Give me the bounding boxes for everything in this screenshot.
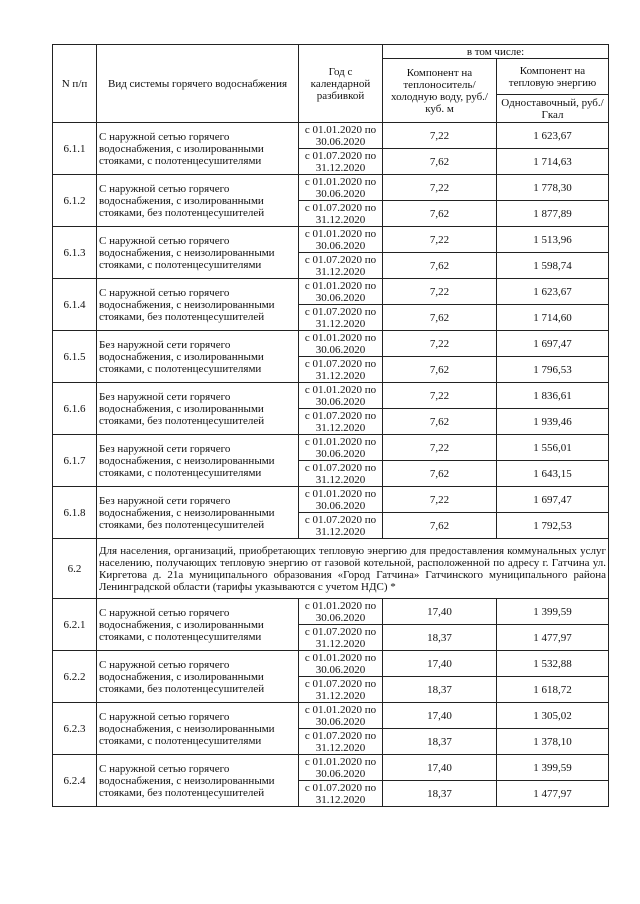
row-water-rate: 7,62 — [383, 513, 497, 539]
row-system-type: С наружной сетью горячего водоснабжения, с изолированными стояками, без полотенцесушителей — [97, 651, 299, 703]
row-water-rate: 7,22 — [383, 227, 497, 253]
table-row — [53, 435, 609, 461]
table-header — [53, 45, 609, 123]
row-water-rate: 7,22 — [383, 383, 497, 409]
row-system-type: С наружной сетью горячего водоснабжения, с изолированными стояками, без полотенцесушителей — [97, 175, 299, 227]
row-heat-rate: 1 836,61 — [497, 383, 609, 409]
table-row — [53, 331, 609, 357]
row-heat-rate: 1 778,30 — [497, 175, 609, 201]
row-water-rate: 7,22 — [383, 487, 497, 513]
row-system-type: Без наружной сети горячего водоснабжения, с неизолированными стояками, с полотенцесушителями — [97, 435, 299, 487]
table-row — [53, 279, 609, 305]
row-period: с 01.01.2020 по 30.06.2020 — [299, 755, 383, 781]
row-water-rate: 7,62 — [383, 149, 497, 175]
row-period: с 01.01.2020 по 30.06.2020 — [299, 227, 383, 253]
row-period: с 01.07.2020 по 31.12.2020 — [299, 781, 383, 807]
row-system-type: С наружной сетью горячего водоснабжения, с неизолированными стояками, с полотенцесушителями — [97, 703, 299, 755]
row-heat-rate: 1 378,10 — [497, 729, 609, 755]
row-system-type: С наружной сетью горячего водоснабжения, с неизолированными стояками, с полотенцесушителями — [97, 227, 299, 279]
row-number: 6.1.1 — [53, 123, 97, 175]
row-heat-rate: 1 532,88 — [497, 651, 609, 677]
row-period: с 01.01.2020 по 30.06.2020 — [299, 123, 383, 149]
row-period: с 01.01.2020 по 30.06.2020 — [299, 599, 383, 625]
row-number: 6.2.2 — [53, 651, 97, 703]
table-body-section-header — [53, 539, 609, 599]
table-row — [53, 755, 609, 781]
row-number: 6.1.2 — [53, 175, 97, 227]
row-period: с 01.07.2020 по 31.12.2020 — [299, 461, 383, 487]
row-period: с 01.01.2020 по 30.06.2020 — [299, 175, 383, 201]
row-water-rate: 7,22 — [383, 435, 497, 461]
row-number: 6.1.5 — [53, 331, 97, 383]
table-body-section-2 — [53, 599, 609, 807]
row-period: с 01.01.2020 по 30.06.2020 — [299, 651, 383, 677]
row-water-rate: 7,62 — [383, 409, 497, 435]
row-heat-rate: 1 796,53 — [497, 357, 609, 383]
row-number: 6.1.6 — [53, 383, 97, 435]
row-system-type: С наружной сетью горячего водоснабжения, с неизолированными стояками, без полотенцесушителей — [97, 755, 299, 807]
table-row — [53, 651, 609, 677]
header-num: N п/п — [53, 45, 97, 123]
row-heat-rate: 1 399,59 — [497, 755, 609, 781]
row-period: с 01.07.2020 по 31.12.2020 — [299, 253, 383, 279]
row-heat-rate: 1 513,96 — [497, 227, 609, 253]
row-heat-rate: 1 618,72 — [497, 677, 609, 703]
row-heat-rate: 1 399,59 — [497, 599, 609, 625]
row-system-type: С наружной сетью горячего водоснабжения, с изолированными стояками, с полотенцесушителями — [97, 599, 299, 651]
table-row — [53, 227, 609, 253]
row-heat-rate: 1 623,67 — [497, 123, 609, 149]
row-heat-rate: 1 697,47 — [497, 487, 609, 513]
table-row — [53, 487, 609, 513]
row-heat-rate: 1 305,02 — [497, 703, 609, 729]
row-water-rate: 7,62 — [383, 201, 497, 227]
row-period: с 01.01.2020 по 30.06.2020 — [299, 435, 383, 461]
row-system-type: С наружной сетью горячего водоснабжения, с неизолированными стояками, без полотенцесушителей — [97, 279, 299, 331]
row-period: с 01.07.2020 по 31.12.2020 — [299, 357, 383, 383]
row-heat-rate: 1 598,74 — [497, 253, 609, 279]
row-system-type: Без наружной сети горячего водоснабжения, с изолированными стояками, без полотенцесушителей — [97, 383, 299, 435]
row-water-rate: 7,62 — [383, 253, 497, 279]
row-period: с 01.07.2020 по 31.12.2020 — [299, 625, 383, 651]
row-system-type: Без наружной сети горячего водоснабжения, с изолированными стояками, с полотенцесушителями — [97, 331, 299, 383]
row-water-rate: 7,62 — [383, 305, 497, 331]
table-row — [53, 599, 609, 625]
row-system-type: Без наружной сети горячего водоснабжения, с неизолированными стояками, без полотенцесушителей — [97, 487, 299, 539]
row-water-rate: 18,37 — [383, 781, 497, 807]
row-number: 6.2.3 — [53, 703, 97, 755]
section-num: 6.2 — [53, 539, 97, 599]
table-row — [53, 175, 609, 201]
header-type: Вид системы горячего водоснабжения — [97, 45, 299, 123]
header-comp-heat: Компонент на тепловую энергию — [497, 59, 609, 95]
row-period: с 01.07.2020 по 31.12.2020 — [299, 677, 383, 703]
row-heat-rate: 1 877,89 — [497, 201, 609, 227]
row-number: 6.2.4 — [53, 755, 97, 807]
row-period: с 01.01.2020 по 30.06.2020 — [299, 703, 383, 729]
row-heat-rate: 1 714,63 — [497, 149, 609, 175]
row-water-rate: 18,37 — [383, 677, 497, 703]
header-comp-water: Компонент на теплоноситель/ холодную воду, руб./куб. м — [383, 59, 497, 123]
row-heat-rate: 1 792,53 — [497, 513, 609, 539]
row-number: 6.1.4 — [53, 279, 97, 331]
row-water-rate: 17,40 — [383, 703, 497, 729]
row-water-rate: 7,22 — [383, 279, 497, 305]
row-number: 6.1.7 — [53, 435, 97, 487]
table-row — [53, 123, 609, 149]
row-heat-rate: 1 714,60 — [497, 305, 609, 331]
table-row — [53, 383, 609, 409]
row-heat-rate: 1 623,67 — [497, 279, 609, 305]
row-period: с 01.07.2020 по 31.12.2020 — [299, 409, 383, 435]
row-heat-rate: 1 556,01 — [497, 435, 609, 461]
table-row — [53, 703, 609, 729]
row-period: с 01.07.2020 по 31.12.2020 — [299, 513, 383, 539]
row-number: 6.1.8 — [53, 487, 97, 539]
row-period: с 01.01.2020 по 30.06.2020 — [299, 331, 383, 357]
row-water-rate: 7,62 — [383, 461, 497, 487]
row-water-rate: 7,22 — [383, 123, 497, 149]
row-period: с 01.01.2020 по 30.06.2020 — [299, 383, 383, 409]
row-heat-rate: 1 643,15 — [497, 461, 609, 487]
row-period: с 01.01.2020 по 30.06.2020 — [299, 487, 383, 513]
row-water-rate: 18,37 — [383, 625, 497, 651]
table-body-section-1 — [53, 123, 609, 539]
row-water-rate: 17,40 — [383, 599, 497, 625]
row-water-rate: 18,37 — [383, 729, 497, 755]
row-heat-rate: 1 477,97 — [497, 781, 609, 807]
row-water-rate: 7,62 — [383, 357, 497, 383]
row-period: с 01.07.2020 по 31.12.2020 — [299, 729, 383, 755]
row-water-rate: 17,40 — [383, 651, 497, 677]
row-system-type: С наружной сетью горячего водоснабжения, с изолированными стояками, с полотенцесушителями — [97, 123, 299, 175]
header-including: в том числе: — [383, 45, 609, 59]
row-heat-rate: 1 477,97 — [497, 625, 609, 651]
row-period: с 01.07.2020 по 31.12.2020 — [299, 201, 383, 227]
row-heat-rate: 1 697,47 — [497, 331, 609, 357]
row-period: с 01.07.2020 по 31.12.2020 — [299, 305, 383, 331]
section-text: Для населения, организаций, приобретающих тепловую энергию для предоставления коммунальных услуг населению, получающих тепловую энергию от газовой котельной, расположенной по адресу г. Гатчина ул. Киргетова д. 21а муниципального образования «Город Гатчина» Гатчинского муниципального района Ленинградской области (тарифы указываются с учетом НДС) * — [97, 539, 609, 599]
row-number: 6.1.3 — [53, 227, 97, 279]
row-number: 6.2.1 — [53, 599, 97, 651]
section-row — [53, 539, 609, 599]
header-comp-heat-sub: Одноставочный, руб./Гкал — [497, 95, 609, 123]
tariff-table — [52, 44, 609, 807]
row-water-rate: 7,22 — [383, 175, 497, 201]
row-water-rate: 7,22 — [383, 331, 497, 357]
row-water-rate: 17,40 — [383, 755, 497, 781]
row-period: с 01.01.2020 по 30.06.2020 — [299, 279, 383, 305]
row-heat-rate: 1 939,46 — [497, 409, 609, 435]
header-year: Год с календарной разбивкой — [299, 45, 383, 123]
row-period: с 01.07.2020 по 31.12.2020 — [299, 149, 383, 175]
